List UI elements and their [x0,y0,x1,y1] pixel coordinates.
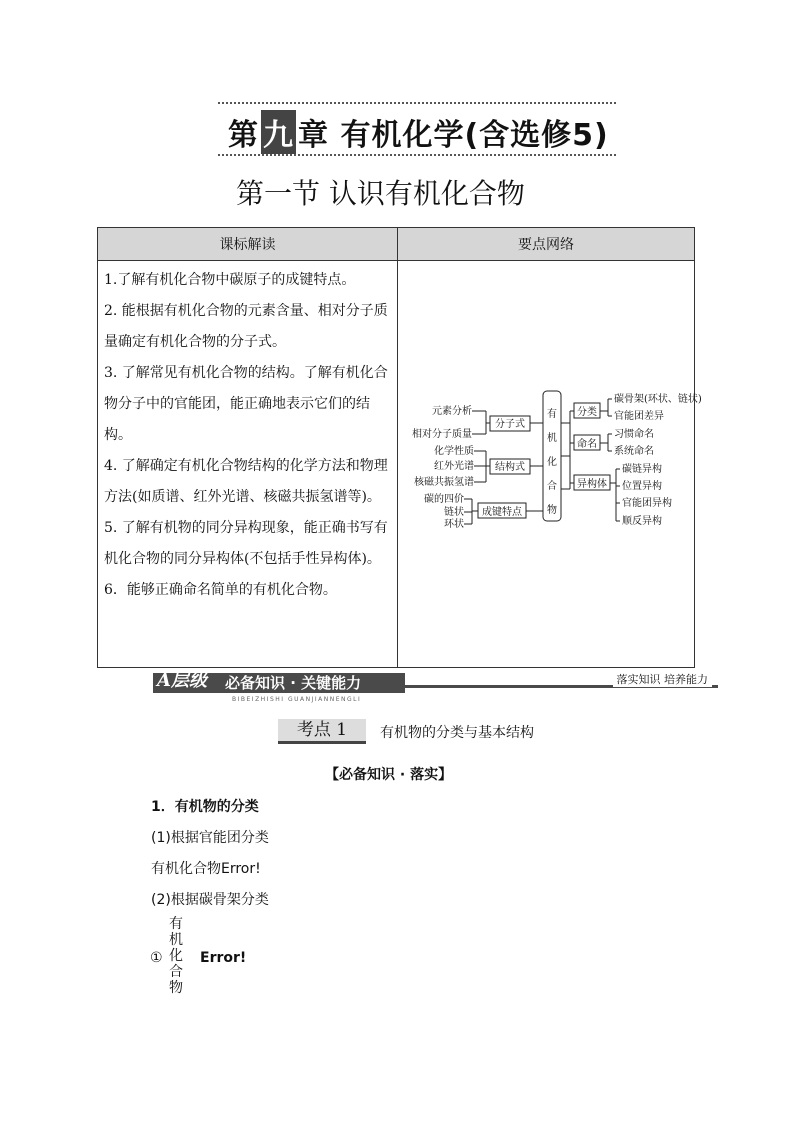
net-input-nmr: 核磁共振氢谱 [414,477,474,488]
network-cell [398,261,702,668]
col-header-goals: 课标解读 [98,228,398,261]
goal-item: 4. 了解确定有机化合物结构的化学方法和物理方法(如质谱、红外光谱、核磁共振氢谱等)。 [104,458,388,505]
goal-item: 2. 能根据有机化合物的元素含量、相对分子质量确定有机化合物的分子式。 [104,303,388,350]
level-label: A层级 [157,670,207,691]
net-center-char: 物 [547,505,557,516]
band-slogan: 落实知识 培养能力 [613,671,713,687]
vert-char: 合 [169,964,183,980]
goal-item: 5. 了解有机物的同分异构现象，能正确书写有机化合物的同分异构体(不包括手性异构体)。 [104,520,388,567]
net-input-ring: 环状 [444,519,464,530]
vertical-label [168,916,184,996]
chapter-number: 九 [261,110,296,154]
net-naming-item: 系统命名 [614,446,654,457]
net-classify-item: 碳骨架(环状、链状) [614,394,702,405]
net-box-bonding: 成键特点 [482,507,522,518]
net-box-isomer: 异构体 [577,479,607,490]
net-isomer-item: 位置异构 [622,481,662,492]
goals-cell [98,261,398,668]
section-title: 第一节 认识有机化合物 [236,177,525,210]
band-title: 必备知识 · 关键能力 [225,674,362,692]
vert-char: 化 [169,948,183,964]
net-input-ir: 红外光谱 [434,461,474,472]
net-isomer-item: 碳链异构 [622,464,662,475]
func-group-line: 有机化合物Error! [151,861,261,877]
error-text: Error! [200,950,247,966]
net-input-chem: 化学性质 [434,446,474,457]
level-band-dark [153,670,405,693]
kaodian-title: 有机物的分类与基本结构 [380,725,534,741]
net-center-char: 有 [547,409,557,420]
net-center-char: 化 [547,457,557,468]
net-isomer-item: 顺反异构 [622,516,662,527]
circle-number: ① [150,950,163,966]
subheading: 【必备知识 · 落实】 [325,767,453,783]
net-box-structure: 结构式 [495,462,525,473]
net-input-chain: 链状 [444,507,464,518]
level-band [153,670,718,693]
item-heading: 1．有机物的分类 [151,799,259,815]
overview-table [97,227,702,668]
net-box-classify: 分类 [577,407,597,418]
item-sub-2: (2)根据碳骨架分类 [151,892,269,908]
net-naming-item: 习惯命名 [614,429,654,440]
band-pinyin: BIBEIZHISHI GUANJIANNENGLI [232,696,362,703]
vert-char: 物 [169,980,183,996]
vert-char: 机 [169,932,183,948]
net-isomer-item: 官能团异构 [622,498,672,509]
item-sub-1: (1)根据官能团分类 [151,830,269,846]
kaodian-badge: 考点 1 [278,719,366,744]
net-input-valence: 碳的四价 [424,494,464,505]
goal-item: 6．能够正确命名简单的有机化合物。 [104,582,337,598]
knowledge-network-diagram [398,261,706,665]
goal-item: 3. 了解常见有机化合物的结构。了解有机化合物分子中的官能团，能正确地表示它们的结构。 [104,365,388,443]
net-classify-item: 官能团差异 [614,411,664,422]
net-center-char: 机 [547,433,557,444]
title-rule-top [218,102,616,104]
net-center-char: 合 [547,481,557,492]
chapter-title: 第 九 章 有机化学(含选修5) [228,110,609,154]
net-box-naming: 命名 [577,439,597,450]
net-input-elemental: 元素分析 [432,406,472,417]
col-header-network: 要点网络 [398,228,695,261]
net-box-formula: 分子式 [495,419,525,430]
vert-char: 有 [169,916,183,932]
net-input-molar-mass: 相对分子质量 [412,429,472,440]
title-rule-bottom [218,154,616,156]
goal-item: 1.了解有机化合物中碳原子的成键特点。 [104,272,356,288]
